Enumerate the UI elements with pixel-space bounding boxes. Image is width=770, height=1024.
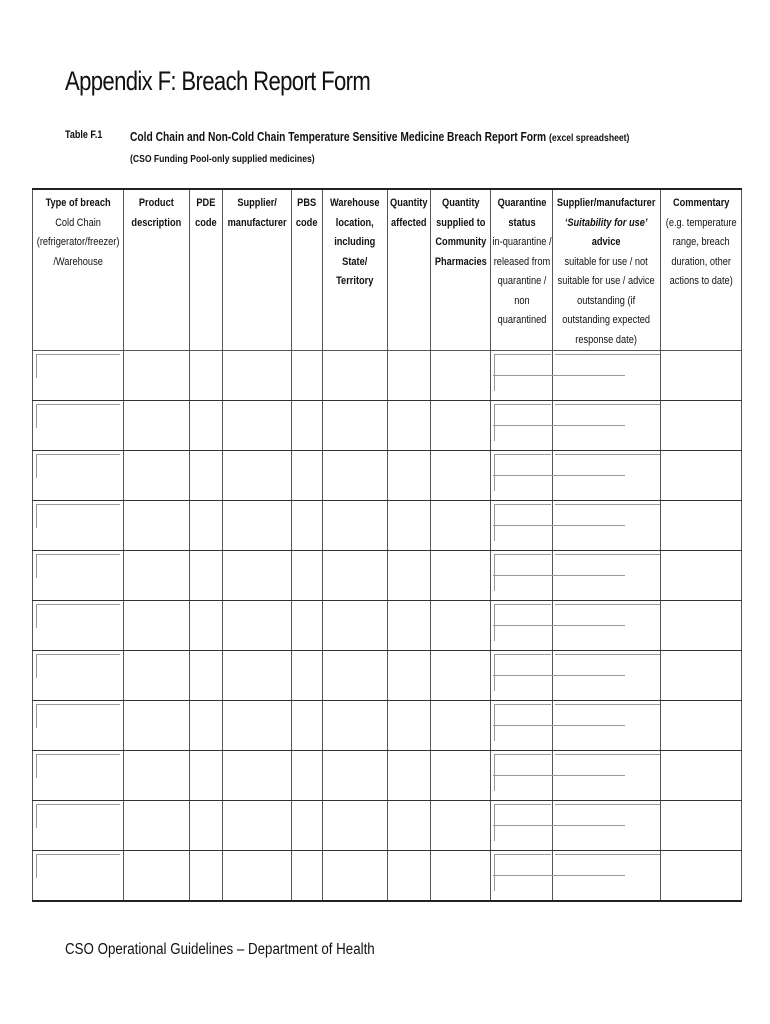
table-cell[interactable] — [553, 551, 661, 601]
table-cell[interactable] — [661, 351, 742, 401]
col-suitability-tail: advice — [592, 236, 621, 248]
breach-report-table — [32, 188, 742, 902]
table-cell[interactable] — [661, 701, 742, 751]
entry-box — [36, 504, 120, 528]
table-cell[interactable] — [292, 451, 323, 501]
entry-box — [494, 604, 551, 641]
entry-box — [36, 754, 120, 778]
table-cell[interactable] — [388, 351, 431, 401]
table-row — [33, 851, 742, 902]
table-cell[interactable] — [190, 751, 223, 801]
col-warehouse-location-title: Warehouse location, including State/ Territory — [330, 197, 380, 287]
table-cell[interactable] — [661, 551, 742, 601]
table-cell[interactable] — [124, 801, 190, 851]
table-cell[interactable] — [292, 751, 323, 801]
table-cell[interactable] — [491, 601, 553, 651]
table-cell[interactable] — [33, 851, 124, 902]
table-cell[interactable] — [190, 851, 223, 902]
table-cell[interactable] — [190, 601, 223, 651]
page-title: Appendix F: Breach Report Form — [65, 66, 371, 96]
entry-box — [36, 454, 120, 478]
entry-line — [555, 804, 660, 805]
table-cell[interactable] — [431, 551, 491, 601]
entry-box — [494, 504, 551, 541]
table-cell[interactable] — [388, 551, 431, 601]
col-warehouse-location — [323, 189, 388, 351]
entry-line — [555, 775, 625, 776]
col-quantity-affected-title: Quantity affected — [390, 197, 428, 229]
table-row — [33, 801, 742, 851]
table-cell[interactable] — [431, 801, 491, 851]
table-cell[interactable] — [431, 501, 491, 551]
table-cell[interactable] — [553, 351, 661, 401]
col-supplier — [223, 189, 292, 351]
table-cell[interactable] — [553, 401, 661, 451]
entry-line — [555, 525, 625, 526]
col-commentary — [661, 189, 742, 351]
table-cell[interactable] — [292, 651, 323, 701]
entry-box — [36, 854, 120, 878]
table-cell[interactable] — [223, 501, 292, 551]
table-cell[interactable] — [33, 651, 124, 701]
table-cell[interactable] — [323, 351, 388, 401]
table-cell[interactable] — [553, 501, 661, 551]
table-row — [33, 351, 742, 401]
table-cell[interactable] — [431, 701, 491, 751]
entry-box — [36, 354, 120, 378]
table-cell[interactable] — [491, 451, 553, 501]
table-cell[interactable] — [388, 451, 431, 501]
table-cell[interactable] — [553, 701, 661, 751]
col-type-of-breach — [33, 189, 124, 351]
table-cell[interactable] — [323, 501, 388, 551]
table-cell[interactable] — [124, 501, 190, 551]
table-cell[interactable] — [223, 551, 292, 601]
col-quarantine-status-desc: in-quarantine / released from quarantine / non quarantined — [491, 236, 552, 326]
table-cell[interactable] — [491, 701, 553, 751]
col-quantity-supplied — [431, 189, 491, 351]
table-cell[interactable] — [124, 651, 190, 701]
table-cell[interactable] — [223, 701, 292, 751]
col-suitability-title: Supplier/manufacturer — [557, 197, 656, 209]
table-cell[interactable] — [190, 351, 223, 401]
table-cell[interactable] — [388, 851, 431, 902]
table-cell[interactable] — [124, 401, 190, 451]
table-row — [33, 451, 742, 501]
entry-box — [494, 754, 551, 791]
col-suitability-desc: suitable for use / not suitable for use / advice outstanding (if outstanding expected response date) — [557, 255, 656, 346]
table-cell[interactable] — [223, 751, 292, 801]
entry-box — [494, 554, 551, 591]
col-pde-code-title: PDE code — [195, 197, 217, 229]
col-quarantine-status — [491, 189, 553, 351]
table-row — [33, 551, 742, 601]
entry-box — [36, 804, 120, 828]
table-cell[interactable] — [292, 601, 323, 651]
table-cell[interactable] — [491, 351, 553, 401]
table-cell[interactable] — [292, 401, 323, 451]
table-row — [33, 501, 742, 551]
table-cell[interactable] — [431, 351, 491, 401]
table-cell[interactable] — [491, 551, 553, 601]
col-type-of-breach-title: Type of breach — [45, 197, 111, 209]
table-cell[interactable] — [33, 551, 124, 601]
entry-box — [494, 854, 551, 891]
table-cell[interactable] — [491, 801, 553, 851]
table-cell[interactable] — [491, 401, 553, 451]
table-cell[interactable] — [388, 501, 431, 551]
col-commentary-title: Commentary — [672, 197, 730, 209]
table-cell[interactable] — [190, 551, 223, 601]
table-cell[interactable] — [553, 451, 661, 501]
page-footer: CSO Operational Guidelines – Department of Health — [65, 941, 375, 958]
table-cell[interactable] — [661, 401, 742, 451]
table-cell[interactable] — [388, 801, 431, 851]
table-cell[interactable] — [388, 701, 431, 751]
table-label: Table F.1 — [65, 129, 103, 141]
table-cell[interactable] — [190, 701, 223, 751]
entry-line — [555, 604, 660, 605]
table-cell[interactable] — [190, 801, 223, 851]
col-pbs-code — [292, 189, 323, 351]
entry-box — [494, 654, 551, 691]
table-cell[interactable] — [388, 401, 431, 451]
entry-line — [555, 754, 660, 755]
entry-line — [555, 375, 625, 376]
table-row — [33, 651, 742, 701]
entry-line — [555, 725, 625, 726]
table-cell[interactable] — [223, 851, 292, 902]
entry-box — [494, 354, 551, 391]
col-quarantine-status-title: Quarantine status — [497, 197, 546, 229]
table-cell[interactable] — [223, 401, 292, 451]
table-cell[interactable] — [33, 601, 124, 651]
table-cell[interactable] — [124, 701, 190, 751]
table-row — [33, 401, 742, 451]
table-cell[interactable] — [190, 451, 223, 501]
table-cell[interactable] — [292, 801, 323, 851]
entry-box — [36, 604, 120, 628]
entry-line — [555, 854, 660, 855]
col-pde-code — [190, 189, 223, 351]
entry-box — [494, 704, 551, 741]
table-cell[interactable] — [223, 351, 292, 401]
table-cell[interactable] — [190, 651, 223, 701]
table-row — [33, 751, 742, 801]
table-cell[interactable] — [431, 451, 491, 501]
col-product-description-title: Product description — [131, 197, 182, 229]
table-cell[interactable] — [323, 851, 388, 902]
table-cell[interactable] — [661, 451, 742, 501]
entry-line — [555, 704, 660, 705]
entry-box — [36, 554, 120, 578]
table-cell[interactable] — [661, 601, 742, 651]
entry-line — [555, 825, 625, 826]
table-cell[interactable] — [491, 851, 553, 902]
table-cell[interactable] — [431, 851, 491, 902]
entry-box — [494, 804, 551, 841]
header-row — [33, 189, 742, 351]
table-row — [33, 601, 742, 651]
table-cell[interactable] — [190, 501, 223, 551]
table-cell[interactable] — [323, 551, 388, 601]
table-cell[interactable] — [323, 601, 388, 651]
table-cell[interactable] — [33, 801, 124, 851]
entry-box — [36, 704, 120, 728]
table-cell[interactable] — [124, 551, 190, 601]
table-cell[interactable] — [33, 701, 124, 751]
caption-note: (excel spreadsheet) — [548, 132, 630, 144]
entry-line — [555, 675, 625, 676]
table-cell[interactable] — [323, 701, 388, 751]
entry-line — [555, 354, 660, 355]
table-cell[interactable] — [33, 751, 124, 801]
entry-box — [36, 654, 120, 678]
table-cell[interactable] — [388, 751, 431, 801]
table-cell[interactable] — [323, 651, 388, 701]
entry-line — [555, 404, 660, 405]
table-cell[interactable] — [190, 401, 223, 451]
table-cell[interactable] — [553, 601, 661, 651]
table-cell[interactable] — [33, 401, 124, 451]
table-cell[interactable] — [124, 451, 190, 501]
table-cell[interactable] — [553, 751, 661, 801]
table-cell[interactable] — [223, 451, 292, 501]
entry-line — [555, 475, 625, 476]
table-cell[interactable] — [323, 451, 388, 501]
table-cell[interactable] — [33, 451, 124, 501]
caption-sub: (CSO Funding Pool-only supplied medicines) — [130, 153, 315, 165]
table-row — [33, 701, 742, 751]
table-body — [33, 351, 742, 902]
table-cell[interactable] — [431, 751, 491, 801]
table-cell[interactable] — [388, 651, 431, 701]
table-cell[interactable] — [661, 801, 742, 851]
table-cell[interactable] — [323, 401, 388, 451]
entry-line — [555, 625, 625, 626]
entry-box — [494, 404, 551, 441]
col-suitability-advice — [553, 189, 661, 351]
table-cell[interactable] — [661, 851, 742, 902]
entry-line — [555, 875, 625, 876]
col-commentary-desc: (e.g. temperature range, breach duration, other actions to date) — [665, 216, 737, 287]
table-cell[interactable] — [431, 401, 491, 451]
table-cell[interactable] — [292, 501, 323, 551]
table-cell[interactable] — [491, 651, 553, 701]
table-cell[interactable] — [431, 601, 491, 651]
entry-line — [555, 425, 625, 426]
entry-box — [36, 404, 120, 428]
table-cell[interactable] — [292, 351, 323, 401]
table-cell[interactable] — [124, 351, 190, 401]
entry-line — [555, 654, 660, 655]
table-cell[interactable] — [553, 851, 661, 902]
table-cell[interactable] — [292, 701, 323, 751]
col-type-line3: /Warehouse — [53, 255, 103, 268]
table-cell[interactable] — [491, 751, 553, 801]
entry-line — [555, 454, 660, 455]
entry-box — [494, 454, 551, 491]
col-pbs-code-title: PBS code — [296, 197, 318, 229]
table-cell[interactable] — [553, 801, 661, 851]
table-cell[interactable] — [223, 601, 292, 651]
entry-line — [555, 575, 625, 576]
table-cell[interactable] — [323, 751, 388, 801]
col-supplier-title: Supplier/ manufacturer — [227, 197, 287, 229]
col-quantity-affected — [388, 189, 431, 351]
col-type-line2: (refrigerator/freezer) — [36, 236, 120, 248]
table-cell[interactable] — [33, 351, 124, 401]
table-cell[interactable] — [124, 851, 190, 902]
col-type-line1: Cold Chain — [55, 216, 101, 229]
table-cell[interactable] — [431, 651, 491, 701]
table-cell[interactable] — [388, 601, 431, 651]
table-cell[interactable] — [661, 651, 742, 701]
col-suitability-italic: ‘Suitability for use’ — [565, 216, 648, 229]
table-cell[interactable] — [661, 751, 742, 801]
table-cell[interactable] — [33, 501, 124, 551]
caption-main: Cold Chain and Non-Cold Chain Temperature Sensitive Medicine Breach Report Form — [130, 130, 547, 144]
table-cell[interactable] — [124, 751, 190, 801]
table-cell[interactable] — [124, 601, 190, 651]
table-cell[interactable] — [223, 651, 292, 701]
table-caption — [130, 127, 629, 170]
table-cell[interactable] — [223, 801, 292, 851]
col-quantity-supplied-title: Quantity supplied to Community Pharmacies — [434, 197, 487, 268]
table-cell[interactable] — [491, 501, 553, 551]
col-product-description — [124, 189, 190, 351]
table-cell[interactable] — [553, 651, 661, 701]
table-cell[interactable] — [661, 501, 742, 551]
table-cell[interactable] — [292, 551, 323, 601]
entry-line — [555, 554, 660, 555]
table-cell[interactable] — [323, 801, 388, 851]
table-cell[interactable] — [292, 851, 323, 902]
entry-line — [555, 504, 660, 505]
